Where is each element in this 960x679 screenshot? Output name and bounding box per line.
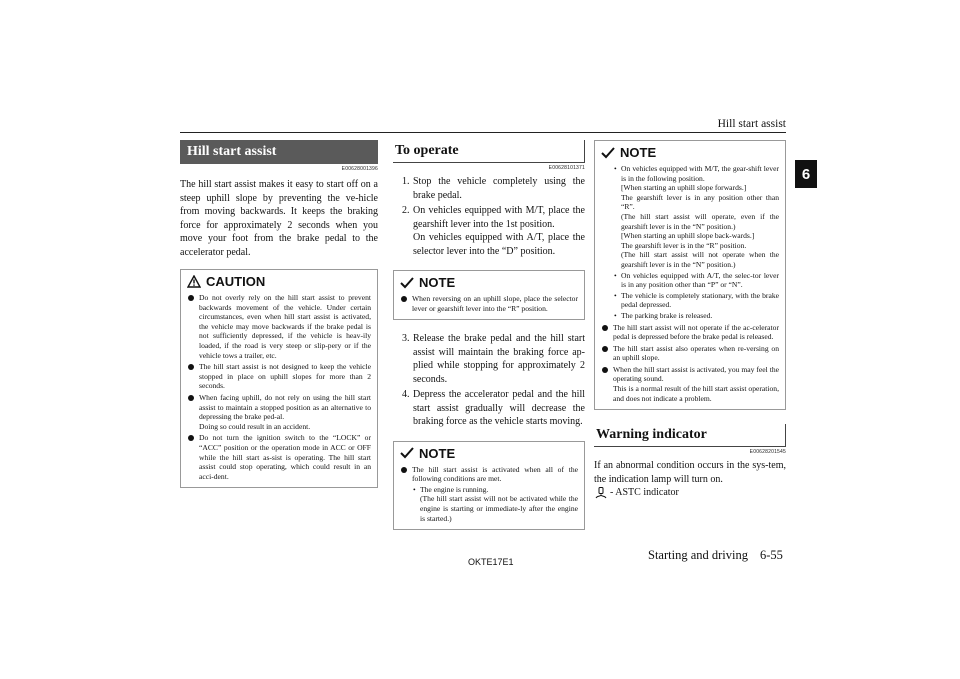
section-title-warning-indicator: Warning indicator xyxy=(594,424,786,447)
intro-paragraph: The hill start assist makes it easy to start off on a steep uphill slope by preventing the ve-hicle from moving backwards. It keeps the braking force for approximately 2 seconds when you move your foot from the brake pedal to the accelerator pedal. xyxy=(180,179,378,258)
running-title: Hill start assist xyxy=(717,118,786,130)
chapter-tab: 6 xyxy=(795,160,817,188)
bullet-icon xyxy=(188,395,194,401)
note-sub-item: • On vehicles equipped with A/T, the selec-tor lever is in any position other than “P” or “N”. xyxy=(614,270,779,290)
caution-label: CAUTION xyxy=(206,274,266,289)
note-sub-item: • On vehicles equipped with M/T, the gear-shift lever is in the following position. [When starting an uphill slope forwards.] The gearshift lever is in any position other than “R”. (The hill start assist will operate, even if the gearshift lever is in the “N” position.) [When starting an uphill slope back-wards.] The gearshift lever is in the “R” position. (The hill start assist will not operate when the gearshift lever is in the “N” position.) xyxy=(614,164,779,269)
page-number: 6-55 xyxy=(760,548,783,562)
note-sub-item: • The engine is running. (The hill start assist will not be activated while the engine is starting or immediate-ly after the engine is started.) xyxy=(413,484,578,523)
note-check-icon xyxy=(601,147,615,159)
note-box xyxy=(594,140,786,410)
astc-indicator-icon xyxy=(594,487,608,499)
note-header xyxy=(400,275,578,290)
caution-box xyxy=(180,269,378,488)
running-header xyxy=(180,118,786,133)
bullet-icon xyxy=(188,295,194,301)
bullet-icon xyxy=(602,325,608,331)
caution-header xyxy=(187,274,371,289)
caution-item: Do not turn the ignition switch to the “LOCK” or “ACC” position or the operation mode in ACC or OFF while the hill start as-sist is operating. The hill start assist could stop operating, which could result in an acci-dent. xyxy=(187,433,371,481)
section-code: E00628201545 xyxy=(749,449,786,456)
section-code: E00628001396 xyxy=(341,166,378,172)
warning-triangle-icon xyxy=(187,275,201,288)
note-box xyxy=(393,441,585,531)
steps-list xyxy=(393,332,585,429)
caution-item: The hill start assist is not designed to keep the vehicle stopped in place on uphill slopes for more than 2 seconds. xyxy=(187,362,371,391)
steps-list xyxy=(393,175,585,258)
note-check-icon xyxy=(400,447,414,459)
note-header xyxy=(601,145,779,160)
note-label: NOTE xyxy=(419,275,456,290)
warning-paragraph: If an abnormal condition occurs in the sys-tem, the indication lamp will turn on. xyxy=(594,460,786,485)
section-code: E00628101371 xyxy=(548,165,585,171)
note-header xyxy=(400,446,578,461)
column-to-operate xyxy=(393,140,585,530)
section-title-to-operate: To operate xyxy=(393,140,585,163)
note-check-icon xyxy=(400,277,414,289)
step-item: 1. Stop the vehicle completely using the brake pedal. xyxy=(402,176,585,201)
note-sub-item: • The parking brake is released. xyxy=(614,310,713,320)
bullet-icon xyxy=(602,367,608,373)
note-item: When the hill start assist is activated, you may feel the operating sound. This is a normal result of the hill start assist operation, and does not indicate a problem. xyxy=(601,365,779,403)
bullet-icon xyxy=(602,346,608,352)
note-sub-item: • The vehicle is completely stationary, with the brake pedal depressed. xyxy=(614,290,779,310)
bullet-icon xyxy=(188,364,194,370)
footer-section-title: Starting and driving xyxy=(648,548,748,562)
note-label: NOTE xyxy=(419,445,456,461)
note-item: When reversing on an uphill slope, place the selector lever or gearshift lever into the “R” position. xyxy=(400,294,578,313)
caution-item: Do not overly rely on the hill start assist to prevent backwards movement of the vehicle. Under certain circumstances, even when hill start assist is activated, the vehicle may move backwards if the brake pedal is not sufficiently depressed, if the vehicle is heav-ily loaded, if the road is very steep or slip-pery or if the vehicle tows a trailer, etc. xyxy=(187,293,371,360)
note-item: The hill start assist also operates when re-versing on an uphill slope. xyxy=(601,344,779,363)
column-note-warning xyxy=(594,140,786,499)
note-item: The hill start assist is activated when all of the following conditions are met. xyxy=(400,465,578,484)
document-code: OKTE17E1 xyxy=(468,557,514,567)
caution-item: When facing uphill, do not rely on using the hill start assist to maintain a stopped position as an alternative to depressing the brake ped-al. Doing so could result in an accident. xyxy=(187,393,371,431)
note-box xyxy=(393,270,585,320)
column-hill-start-assist xyxy=(180,140,378,488)
note-label: NOTE xyxy=(620,145,657,160)
step-item: 4. Depress the accelerator pedal and the hill start assist gradually will decrease the braking force as the vehicle starts moving. xyxy=(402,389,585,428)
bullet-icon xyxy=(401,467,407,473)
step-item: 3. Release the brake pedal and the hill start assist will maintain the braking force ap-plied while stopping for approximately 2 seconds. xyxy=(402,333,585,385)
astc-indicator-line: - ASTC indicator xyxy=(594,486,786,499)
note-item: The hill start assist will not operate if the ac-celerator pedal is depressed before the brake pedal is released. xyxy=(601,323,779,342)
bullet-icon xyxy=(401,296,407,302)
bullet-icon xyxy=(188,435,194,441)
section-title-hill-start-assist: Hill start assist xyxy=(180,140,378,164)
step-item: 2. On vehicles equipped with M/T, place the gearshift lever into the 1st position. On vehicles equipped with A/T, place the selector lever into the “D” position. xyxy=(402,205,585,257)
